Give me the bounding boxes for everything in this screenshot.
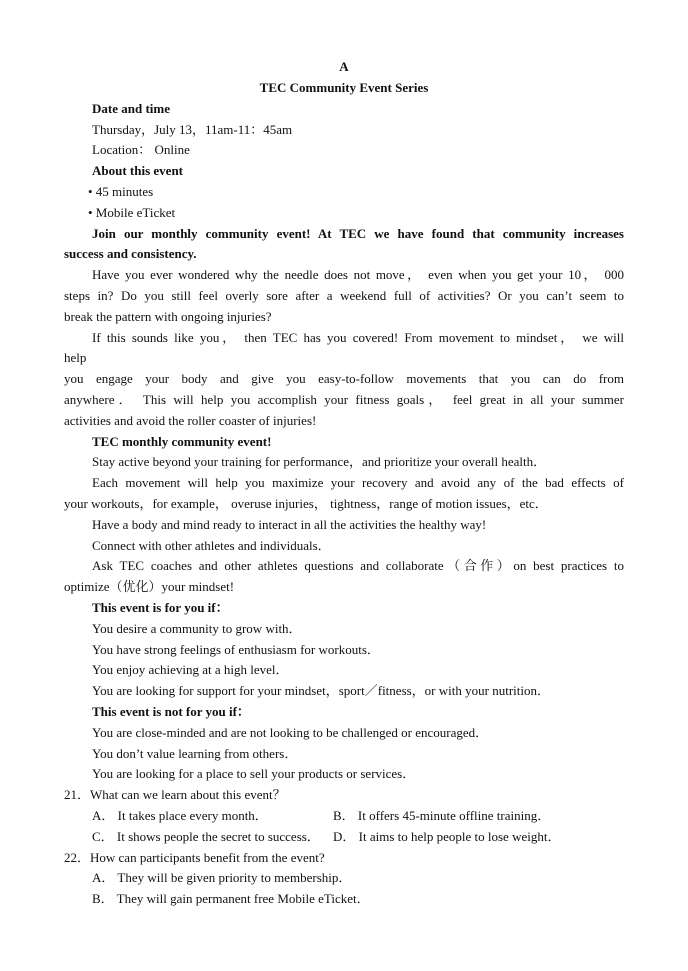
question-22-option-b[interactable]: B． They will gain permanent free Mobile eTicket． <box>92 891 370 906</box>
question-22-option-a[interactable]: A． They will be given priority to membership． <box>92 870 352 885</box>
paragraph-1-line-2: steps in? Do you still feel overly sore after a weekend full of activities? Or you can’t seem to <box>64 288 624 303</box>
about-heading: About this event <box>92 163 184 178</box>
bullet-eticket: • Mobile eTicket <box>88 205 176 220</box>
for-you-heading: This event is for you if： <box>92 600 229 615</box>
paragraph-2-line-5: activities and avoid the roller coaster of injuries! <box>64 413 317 428</box>
paragraph-2-line-2: help <box>64 350 87 365</box>
question-21-option-d[interactable]: D． It aims to help people to lose weight． <box>333 829 561 844</box>
paragraph-2-line-4: anywhere． This will help you accomplish your fitness goals， feel great in all your summer <box>64 392 624 407</box>
not-for-you-heading: This event is not for you if： <box>92 704 250 719</box>
monthly-line-1: Stay active beyond your training for performance，and prioritize your overall health． <box>92 454 547 469</box>
date-value: Thursday，July 13，11am-11：45am <box>92 122 293 137</box>
monthly-line-3: Have a body and mind ready to interact in all the activities the healthy way! <box>92 517 487 532</box>
monthly-line-4: Connect with other athletes and individuals． <box>92 538 331 553</box>
question-22-stem: 22．How can participants benefit from the event? <box>64 850 325 865</box>
monthly-line-5a: Ask TEC coaches and other athletes questions and collaborate（合作）on best practices to <box>92 558 624 573</box>
document-title: TEC Community Event Series <box>259 80 429 95</box>
intro-bold-line-1: Join our monthly community event! At TEC we have found that community increases <box>92 226 624 241</box>
date-heading: Date and time <box>92 101 170 116</box>
monthly-line-5b: optimize（优化）your mindset! <box>64 579 235 594</box>
not-for-you-item: You are looking for a place to sell your products or services． <box>92 766 416 781</box>
question-21-stem: 21．What can we learn about this event？ <box>64 787 286 802</box>
for-you-item: You are looking for support for your mindset，sport／fitness，or with your nutrition． <box>92 683 550 698</box>
for-you-item: You have strong feelings of enthusiasm for workouts． <box>92 642 380 657</box>
paragraph-1-line-1: Have you ever wondered why the needle does not move， even when you get your 10， 000 <box>92 267 624 282</box>
monthly-line-2a: Each movement will help you maximize your recovery and avoid any of the bad effects of <box>92 475 624 490</box>
section-letter: A <box>339 59 349 74</box>
monthly-line-2b: your workouts，for example， overuse injuries， tightness，range of motion issues，etc． <box>64 496 548 511</box>
monthly-heading: TEC monthly community event! <box>92 434 272 449</box>
question-21-option-a[interactable]: A． It takes place every month． <box>92 808 268 823</box>
for-you-item: You enjoy achieving at a high level． <box>92 662 289 677</box>
paragraph-1-line-3: break the pattern with ongoing injuries? <box>64 309 272 324</box>
for-you-item: You desire a community to grow with． <box>92 621 302 636</box>
question-21-option-b[interactable]: B． It offers 45-minute offline training． <box>333 808 551 823</box>
not-for-you-item: You are close-minded and are not looking to be challenged or encouraged． <box>92 725 489 740</box>
not-for-you-item: You don’t value learning from others． <box>92 746 298 761</box>
intro-bold-line-2: success and consistency. <box>64 246 197 261</box>
paragraph-2-line-1: If this sounds like you， then TEC has you covered! From movement to mindset， we will <box>92 330 624 345</box>
paragraph-2-line-3: you engage your body and give you easy-to-follow movements that you can do from <box>64 371 624 386</box>
question-21-option-c[interactable]: C． It shows people the secret to success． <box>92 829 320 844</box>
location-line: Location： Online <box>92 142 190 157</box>
bullet-duration: • 45 minutes <box>88 184 154 199</box>
